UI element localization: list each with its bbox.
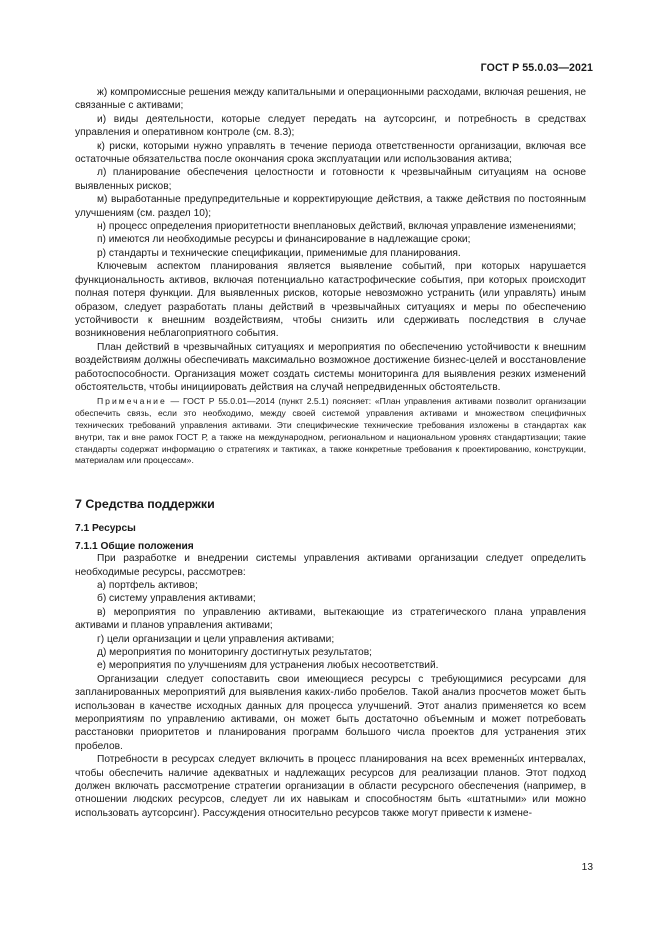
list-item: а) портфель активов;	[97, 579, 198, 591]
document-code-header: ГОСТ Р 55.0.03—2021	[480, 62, 593, 74]
paragraph-emergency-plan: План действий в чрезвычайных ситуациях и мероприятия по обеспечению устойчивости к внешним воздействиям должны обеспечивать максимально возможное достижение бизнес-целей и восстановление работоспособности. Организация может создать системы мониторинга для выявления резких изменений обстоятельств, чтобы инициировать действия на случай непредвиденных обстоятельств.	[75, 341, 586, 393]
list-item: р) стандарты и технические спецификации, применимые для планирования.	[97, 247, 461, 259]
list-item: и) виды деятельности, которые следует передать на аутсорсинг, и потребность в средствах управления и оперативном контроле (см. 8.3);	[75, 113, 586, 139]
list-item: к) риски, которыми нужно управлять в течение периода ответственности организации, включая все остаточные обязательства после окончания срока эксплуатации или использования актива;	[75, 140, 586, 166]
paragraph-resources-intro: При разработке и внедрении системы управления активами организации следует определить необходимые ресурсы, рассмотрев:	[75, 553, 586, 578]
note-label: Примечание	[97, 396, 167, 407]
section-title: 7 Средства поддержки	[75, 497, 215, 512]
list-item: е) мероприятия по улучшениям для устранения любых несоответствий.	[97, 660, 439, 672]
note	[75, 396, 586, 467]
subsection-title: 7.1 Ресурсы	[75, 523, 136, 535]
list-item: г) цели организации и цели управления активами;	[97, 633, 335, 645]
paragraph-gap-analysis: Организации следует сопоставить свои имеющиеся ресурсы с требующимися ресурсами для запланированных мероприятий для выявления каких-либо пробелов. Такой анализ просчетов может быть использован в качестве исходных данных для процесса улучшений. Этот анализ применяется ко всем мероприятиям по управлению активами, он может быть достаточно объемным и может потребовать расстановки приоритетов и планирования программ большого числа проектов для устранения этих пробелов.	[75, 673, 586, 752]
list-item: н) процесс определения приоритетности внеплановых действий, включая управление изменениями;	[97, 221, 577, 233]
paragraph-key-aspect: Ключевым аспектом планирования является выявление событий, при которых нарушается функциональность активов, включая потенциально катастрофические события, при которых происходит полная потеря функции. Для выявленных рисков, которые невозможно устранить (или управлять) иным образом, следует разработать планы действий в чрезвычайных ситуациях и меры по обеспечению устойчивости к внешним воздействиям, чтобы снизить или сдерживать последствия в случае возникновения неблагоприятного события.	[75, 261, 586, 340]
paragraph-resource-needs: Потребности в ресурсах следует включить в процесс планирования на всех временны́х интервалах, чтобы обеспечить наличие адекватных и надлежащих ресурсов для реализации планов. Этот подход должен включать рассмотрение стратегии организации в области ресурсного обеспечения (например, в отношении людских ресурсов, следует ли их навыкам и способностям быть «штатными» или можно использовать аутсорсинг). Рассуждения относительно ресурсов также могут привести к измене-	[75, 754, 586, 819]
list-item: п) имеются ли необходимые ресурсы и финансирование в надлежащие сроки;	[97, 234, 471, 246]
page-number: 13	[581, 862, 593, 873]
list-item: м) выработанные предупредительные и корректирующие действия, а также действия по постоянным улучшениям (см. раздел 10);	[75, 194, 586, 219]
planning-list	[75, 86, 586, 260]
note-text: — ГОСТ Р 55.0.01—2014 (пункт 2.5.1) поясняет: «План управления активами позволит организации обеспечить связь, если это необходимо, между своей системой управления активами и множеством специфичных технических требований управления активами. Эти специфические технические требования изложены в стандартах как внутри, так и вне рамок ГОСТ Р, а также на международном, региональном и национальном уровнях стандартизации; такие стандарты содержат информацию о стратегиях и тактиках, а также конкретные требования к проектированию, конструкции, материалам или процессам».	[75, 396, 586, 466]
page-content	[75, 86, 586, 820]
resources-list	[75, 579, 586, 673]
list-item: л) планирование обеспечения целостности и готовности к чрезвычайным ситуациям на основе выявленных рисков;	[75, 167, 586, 192]
list-item: б) систему управления активами;	[97, 593, 256, 605]
list-item: ж) компромиссные решения между капитальными и операционными расходами, включая решения, не связанные с активами;	[75, 87, 586, 112]
list-item: д) мероприятия по мониторингу достигнутых результатов;	[97, 646, 372, 658]
subsubsection-title: 7.1.1 Общие положения	[75, 541, 194, 553]
list-item: в) мероприятия по управлению активами, вытекающие из стратегического плана управления активами и планов управления активами;	[75, 606, 586, 632]
